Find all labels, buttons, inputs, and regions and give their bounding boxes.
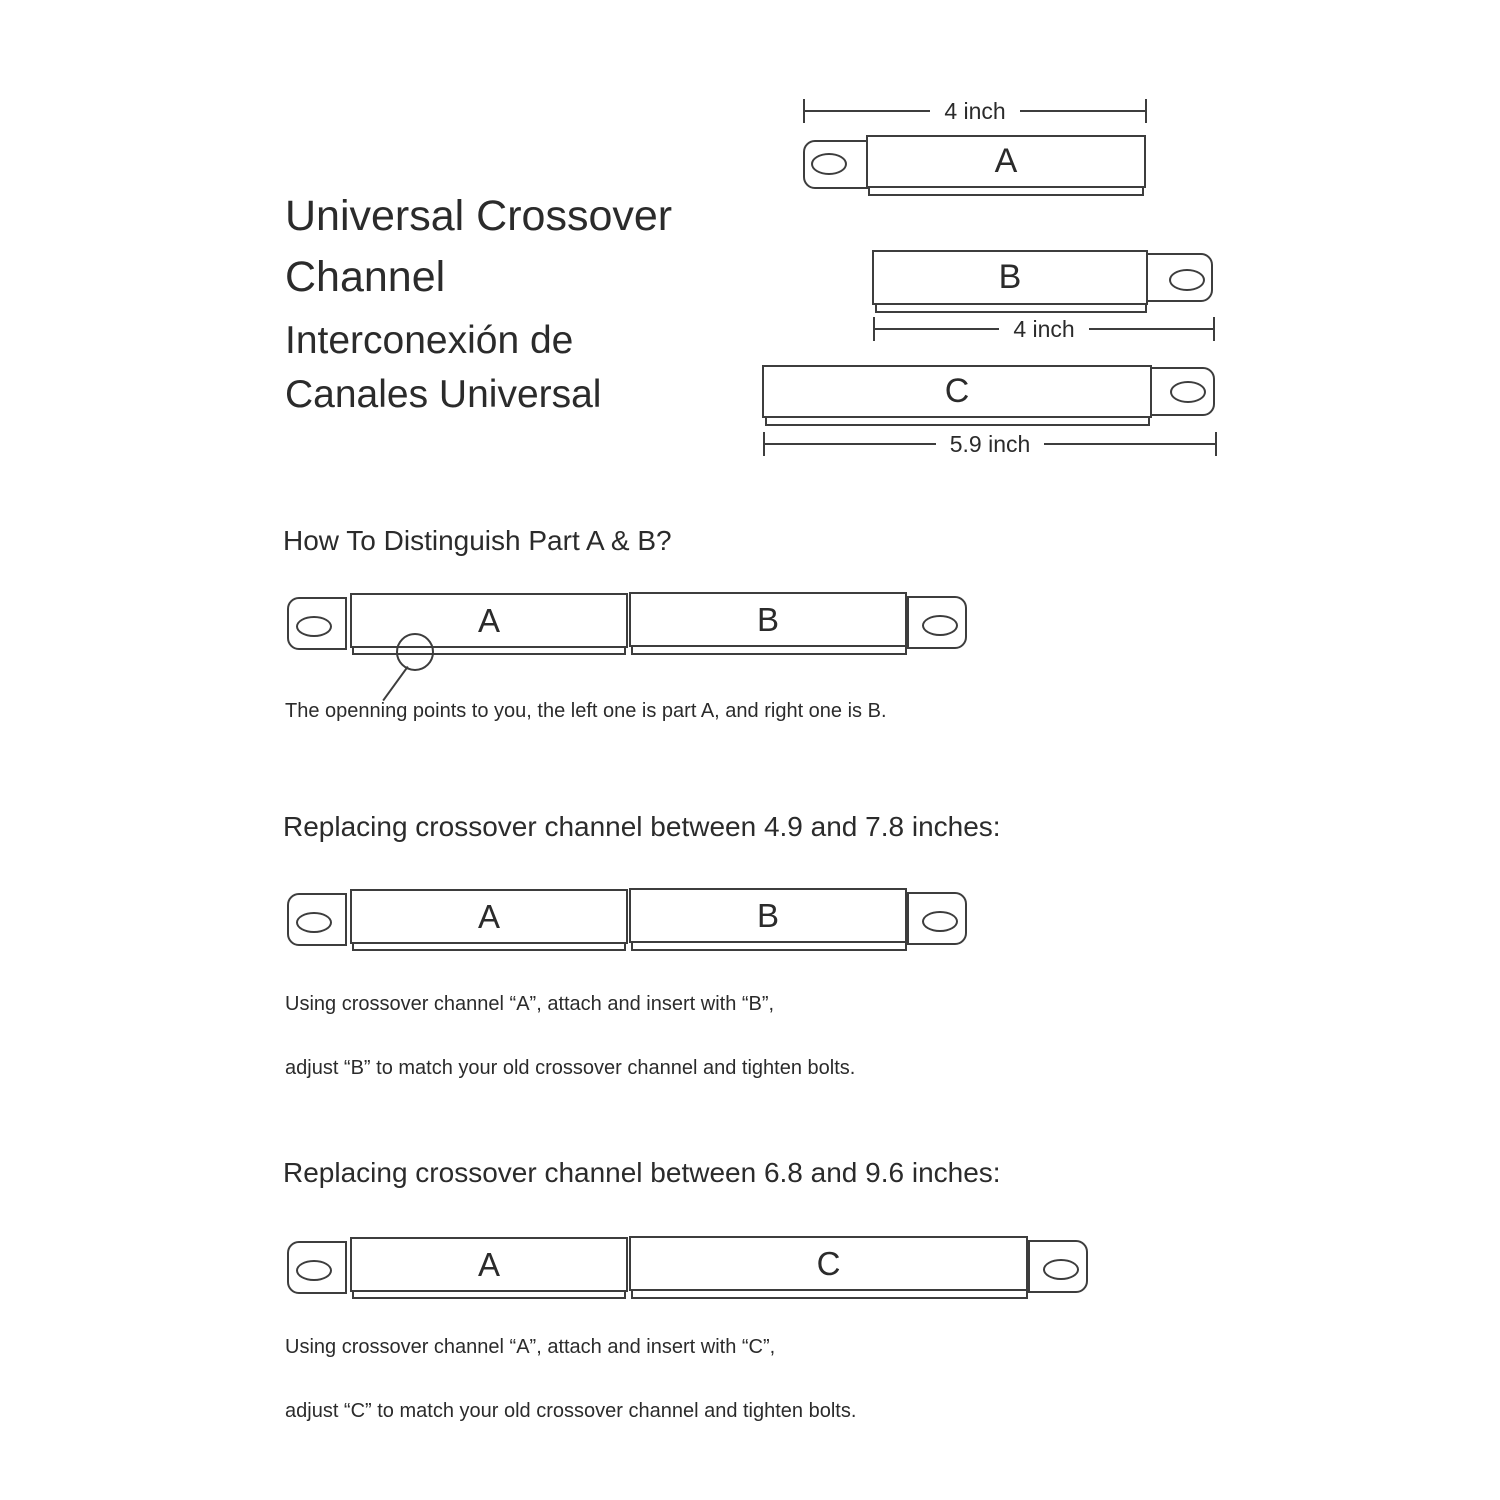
- part-c-body: [762, 365, 1152, 418]
- part-c-dimension-line: [763, 432, 1217, 456]
- dimension-segment: [1089, 328, 1213, 330]
- assembly-b-label: B: [756, 600, 779, 638]
- assembly-a-body: [350, 889, 628, 944]
- callout-leader-line: [382, 666, 408, 701]
- dimension-segment: [1044, 443, 1215, 445]
- assembly-c-label: C: [816, 1244, 841, 1282]
- part-b-body: [872, 250, 1148, 305]
- part-c-mounting-hole: [1170, 381, 1206, 403]
- assembly-left-hole: [296, 912, 332, 933]
- part-a-label: A: [994, 142, 1018, 180]
- page-title-line-1: Universal Crossover: [285, 192, 673, 240]
- assembly-a-label: A: [477, 1245, 500, 1283]
- section-3-caption-line-1: Using crossover channel “A”, attach and insert with “C”,: [285, 1336, 776, 1358]
- assembly-right-hole: [1043, 1259, 1079, 1280]
- part-c-label: C: [944, 372, 970, 410]
- dimension-segment: [765, 443, 936, 445]
- dimension-tick: [1215, 432, 1217, 456]
- part-a-dimension-label: 4 inch: [944, 98, 1006, 124]
- dimension-segment: [1020, 110, 1145, 112]
- section-2-caption-line-2: adjust “B” to match your old crossover channel and tighten bolts.: [285, 1057, 856, 1079]
- assembly-left-hole: [296, 1260, 332, 1281]
- assembly-left-hole: [296, 616, 332, 637]
- section-3-heading: Replacing crossover channel between 6.8 and 9.6 inches:: [283, 1157, 1001, 1188]
- dimension-tick: [1145, 99, 1147, 123]
- assembly-diagram-a-b: [287, 592, 967, 662]
- section-2-heading: Replacing crossover channel between 4.9 and 7.8 inches:: [283, 811, 1001, 842]
- section-1-heading: How To Distinguish Part A & B?: [283, 525, 672, 556]
- assembly-a-body: [350, 593, 628, 648]
- page-title-line-2: Channel: [285, 253, 446, 301]
- page-subtitle-line-2: Canales Universal: [285, 373, 602, 416]
- section-3-caption-line-2: adjust “C” to match your old crossover channel and tighten bolts.: [285, 1400, 857, 1422]
- assembly-a-label: A: [477, 601, 500, 639]
- part-b-mounting-hole: [1169, 269, 1205, 291]
- dimension-segment: [875, 328, 999, 330]
- title-block: [285, 186, 672, 422]
- assembly-a-label: A: [477, 897, 500, 935]
- part-a-dimension-line: [803, 99, 1147, 123]
- dimension-tick: [1213, 317, 1215, 341]
- assembly-diagram-a-c: [287, 1236, 1088, 1306]
- part-b-dimension-line: [873, 317, 1215, 341]
- assembly-a-body: [350, 1237, 628, 1292]
- assembly-right-hole: [922, 911, 958, 932]
- section-2-caption-line-1: Using crossover channel “A”, attach and insert with “B”,: [285, 993, 775, 1015]
- assembly-b-body: [629, 592, 907, 647]
- section-1-caption: The openning points to you, the left one is part A, and right one is B.: [285, 700, 887, 722]
- assembly-right-hole: [922, 615, 958, 636]
- part-a-mounting-hole: [811, 153, 847, 175]
- opening-callout-circle: [396, 633, 434, 671]
- part-b-dimension-label: 4 inch: [1013, 316, 1075, 342]
- assembly-c-body: [629, 1236, 1028, 1291]
- page-subtitle-line-1: Interconexión de: [285, 319, 574, 362]
- dimension-segment: [805, 110, 930, 112]
- assembly-b-label: B: [756, 896, 779, 934]
- part-c-dimension-label: 5.9 inch: [949, 431, 1031, 457]
- assembly-b-body: [629, 888, 907, 943]
- part-a-body: [866, 135, 1146, 188]
- assembly-diagram-a-b-2: [287, 888, 967, 958]
- part-b-label: B: [998, 258, 1022, 296]
